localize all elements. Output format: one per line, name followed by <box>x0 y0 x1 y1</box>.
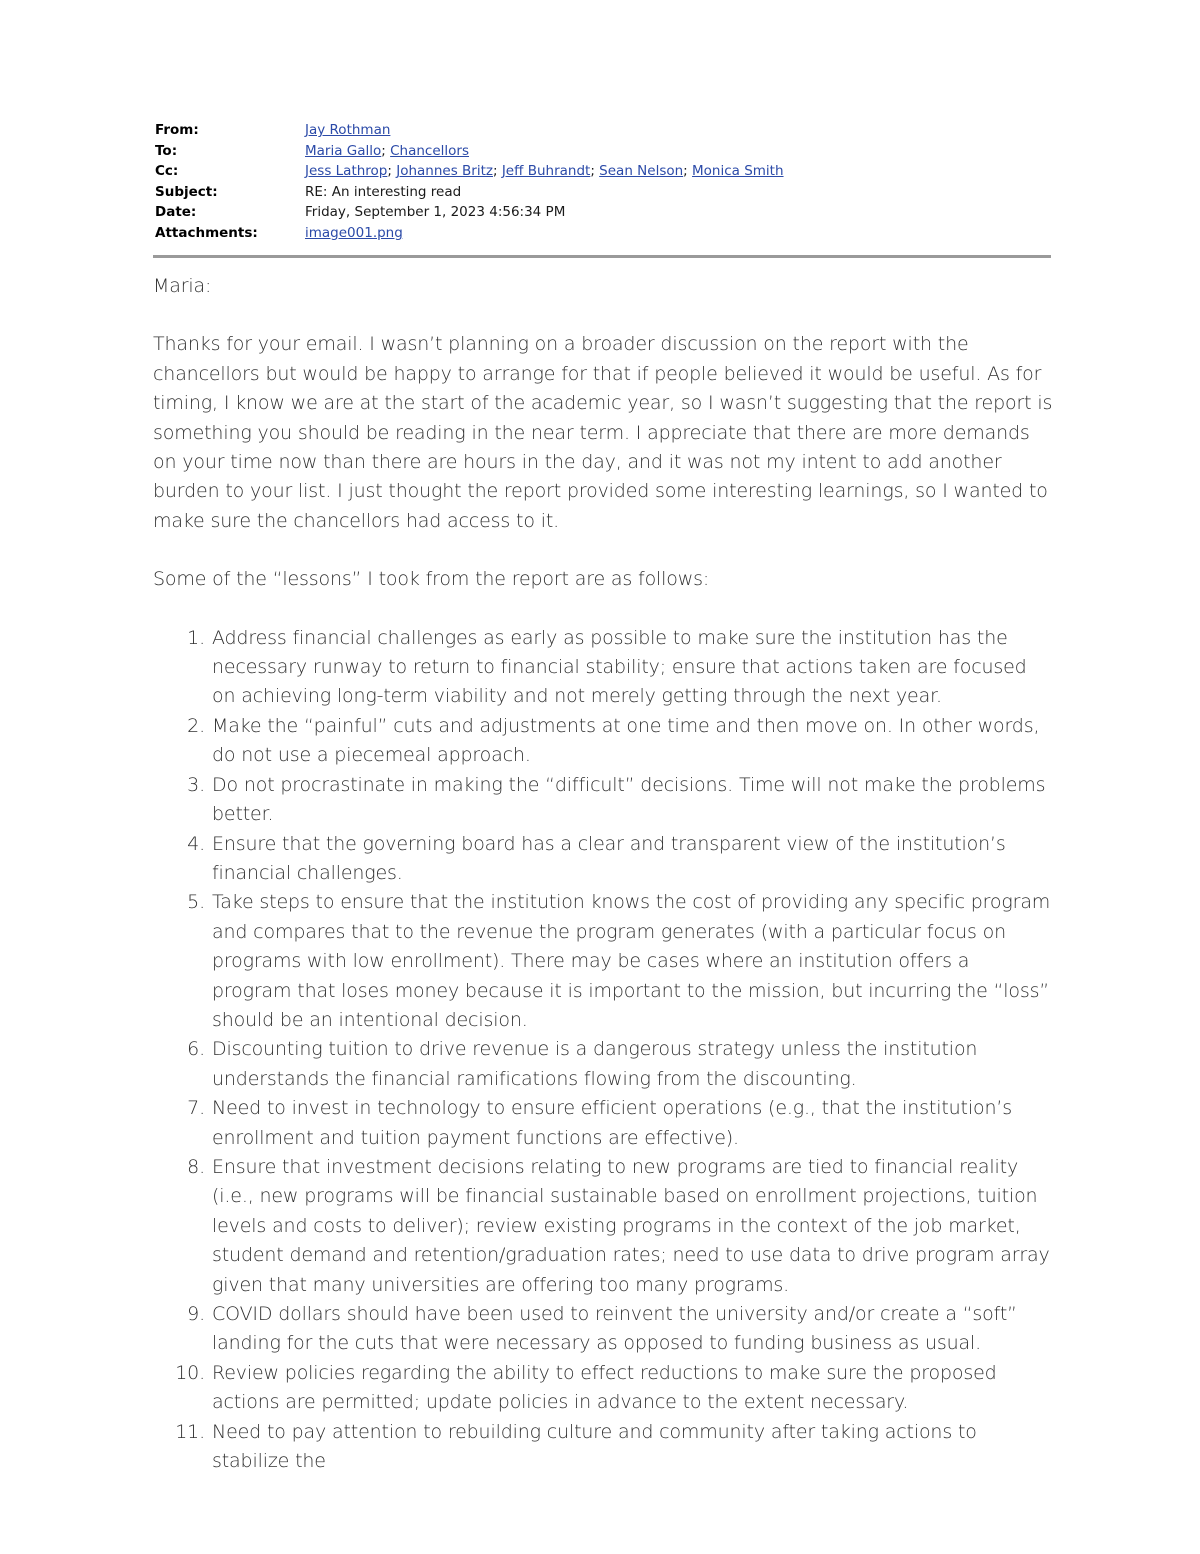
list-text: Address financial challenges as early as possible to make sure the institution has the necessary runway to return to financial stability; ensure that actions taken are focused on achieving long-term viability and not merely getting through the next year. <box>212 626 1027 708</box>
separator: ; <box>492 163 502 180</box>
list-number: 4. <box>187 832 205 855</box>
to-link[interactable]: Chancellors <box>390 142 470 159</box>
list-number: 6. <box>187 1038 205 1061</box>
list-item <box>153 1094 1053 1153</box>
list-item <box>153 1035 1053 1094</box>
list-number: 10. <box>175 1361 205 1384</box>
list-item <box>153 1418 1053 1477</box>
attachments-label: Attachments: <box>155 224 258 241</box>
header-divider <box>153 255 1051 258</box>
cc-row <box>155 161 1050 182</box>
list-item <box>153 624 1053 712</box>
list-item <box>153 1153 1053 1300</box>
attachments-row <box>155 223 1050 244</box>
list-item <box>153 771 1053 830</box>
list-number: 9. <box>187 1303 205 1325</box>
to-row <box>155 141 1050 162</box>
list-number: 3. <box>187 773 205 796</box>
cc-link[interactable]: Jeff Buhrandt <box>501 163 591 180</box>
cc-label: Cc: <box>155 163 179 180</box>
greeting: Maria: <box>153 275 212 297</box>
cc-link[interactable]: Monica Smith <box>692 163 784 180</box>
list-text: Review policies regarding the ability to effect reductions to make sure the proposed actions are permitted; update policies in advance to the extent necessary. <box>212 1361 997 1414</box>
list-text: Need to pay attention to rebuilding culture and community after taking actions to stabilize the <box>212 1420 977 1473</box>
list-text: Make the “painful” cuts and adjustments at one time and then move on. In other words, do not use a piecemeal approach. <box>212 714 1040 767</box>
email-body <box>153 272 1053 1476</box>
list-number: 8. <box>187 1155 205 1178</box>
cc-link[interactable]: Johannes Britz <box>396 163 493 180</box>
subject-row <box>155 182 1050 203</box>
from-row <box>155 120 1050 141</box>
separator: ; <box>381 142 391 159</box>
from-label: From: <box>155 122 199 138</box>
list-item <box>153 1300 1053 1359</box>
list-text: Take steps to ensure that the institution knows the cost of providing any specific program and compares that to the revenue the program generates (with a particular focus on programs with low enrollment). There may be cases where an institution offers a program that loses money because it is important to the mission, but incurring the “loss” should be an intentional decision. <box>212 891 1051 1031</box>
list-text: Ensure that investment decisions relating to new programs are tied to financial reality (i.e., new programs will be financial sustainable based on enrollment projections, tuition levels and costs to deliver); review existing programs in the context of the job market, student demand and retention/graduation rates; need to use data to drive program array given that many universities are offering too many programs. <box>212 1155 1050 1296</box>
attachment-link[interactable]: image001.png <box>305 224 403 241</box>
list-number: 11. <box>175 1420 205 1443</box>
date-value: Friday, September 1, 2023 4:56:34 PM <box>305 204 566 221</box>
to-link[interactable]: Maria Gallo <box>305 142 382 159</box>
list-text: Ensure that the governing board has a clear and transparent view of the institution’s financial challenges. <box>212 832 1006 884</box>
list-item <box>153 1359 1053 1418</box>
list-text: COVID dollars should have been used to reinvent the university and/or create a “soft” landing for the cuts that were necessary as opposed to funding business as usual. <box>212 1303 1017 1355</box>
list-item <box>153 712 1053 771</box>
separator: ; <box>590 163 600 180</box>
from-link[interactable]: Jay Rothman <box>305 122 391 138</box>
body-paragraph: Thanks for your email. I wasn’t planning on a broader discussion on the report with the chancellors but would be happy to arrange for that if people believed it would be useful. As for timing, I know we are at the start of the academic year, so I wasn’t suggesting that the report is something you should be reading in the near term. I appreciate that there are more demands on your time now than there are hours in the day, and it was not my intent to add another burden to your list. I just thought the report provided some interesting learnings, so I wanted to make sure the chancellors had access to it. <box>153 333 1053 532</box>
subject-label: Subject: <box>155 183 218 200</box>
list-item <box>153 888 1053 1035</box>
list-text: Do not procrastinate in making the “difficult” decisions. Time will not make the problems better. <box>212 773 1046 826</box>
separator: ; <box>683 163 693 180</box>
date-row <box>155 202 1050 223</box>
lessons-list <box>153 624 1053 1477</box>
list-number: 2. <box>187 714 205 737</box>
list-number: 7. <box>187 1097 205 1120</box>
list-number: 1. <box>187 626 205 649</box>
separator: ; <box>387 163 397 180</box>
to-label: To: <box>155 142 178 159</box>
list-text: Need to invest in technology to ensure efficient operations (e.g., that the institution’s enrollment and tuition payment functions are effective). <box>212 1097 1012 1149</box>
list-item <box>153 830 1053 889</box>
subject-value: RE: An interesting read <box>305 183 462 200</box>
email-header <box>155 120 1050 244</box>
lessons-intro: Some of the “lessons” I took from the report are as follows: <box>153 568 710 591</box>
cc-link[interactable]: Sean Nelson <box>599 163 684 180</box>
date-label: Date: <box>155 204 197 221</box>
list-number: 5. <box>187 891 205 914</box>
list-text: Discounting tuition to drive revenue is a dangerous strategy unless the institution understands the financial ramifications flowing from the discounting. <box>212 1038 978 1090</box>
cc-link[interactable]: Jess Lathrop <box>305 163 388 180</box>
